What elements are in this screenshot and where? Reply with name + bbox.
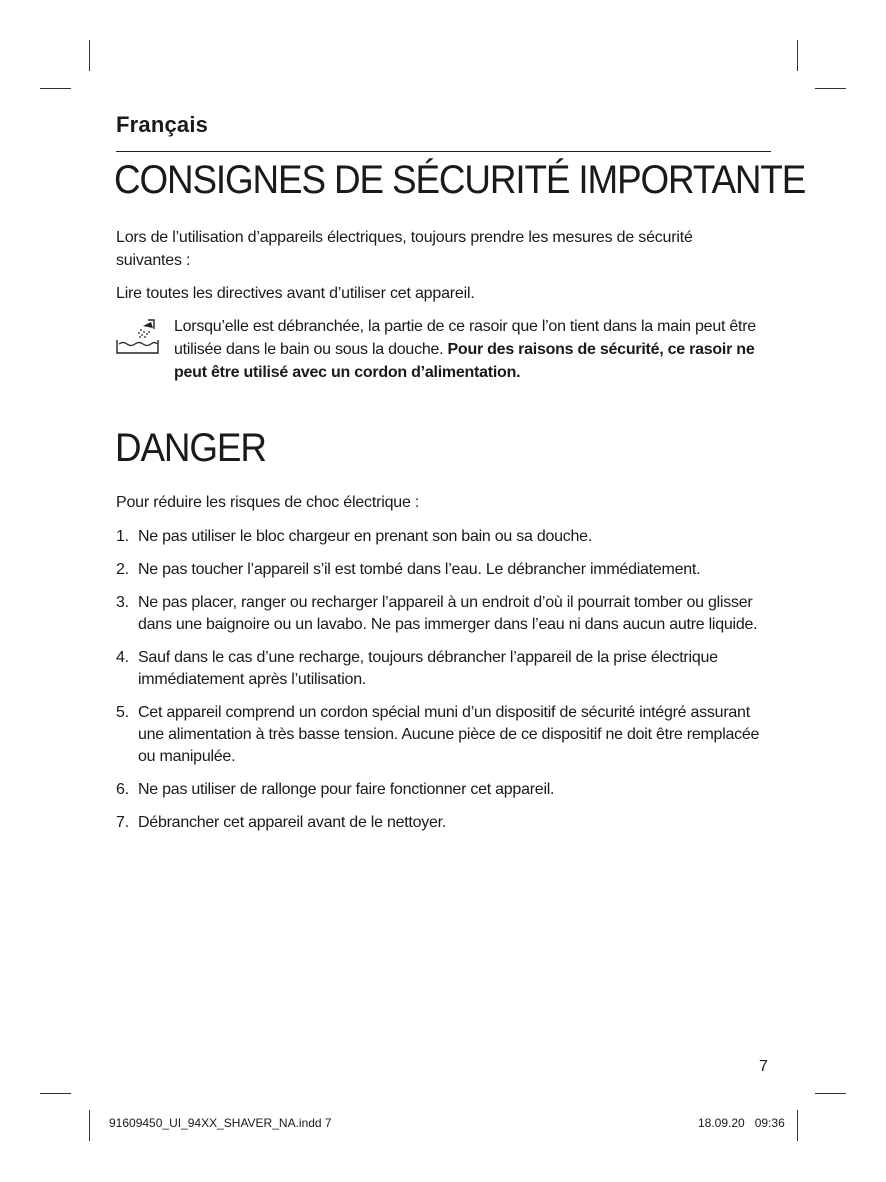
warning-paragraph — [174, 315, 764, 384]
list-item — [116, 779, 766, 801]
shower-bath-icon — [114, 316, 160, 356]
list-number: 1. — [116, 528, 129, 545]
print-timestamp: 18.09.20 09:36 — [698, 1116, 785, 1130]
intro-paragraph: Lors de l’utilisation d’appareils électriques, toujours prendre les mesures de sécurité suivantes : — [116, 229, 693, 269]
list-number: 5. — [116, 704, 129, 721]
list-number: 6. — [116, 781, 129, 798]
list-text: Ne pas toucher l’appareil s’il est tombé dans l’eau. Le débrancher immédiatement. — [138, 561, 701, 578]
list-text: Ne pas utiliser le bloc chargeur en prenant son bain ou sa douche. — [138, 528, 593, 545]
list-number: 7. — [116, 814, 129, 831]
crop-mark — [89, 40, 90, 71]
list-item — [116, 647, 766, 691]
danger-lead: Pour réduire les risques de choc électrique : — [116, 494, 420, 511]
list-item — [116, 559, 766, 581]
crop-mark — [797, 1110, 798, 1141]
danger-list — [116, 526, 766, 845]
warning-bold-text: Pour des raisons de sécurité, ce rasoir ne peut être utilisé avec un cordon d’alimentation. — [174, 341, 755, 381]
list-item — [116, 526, 766, 548]
list-text: Cet appareil comprend un cordon spécial muni d’un dispositif de sécurité intégré assurant une alimentation à très basse tension. Aucune pièce de ce dispositif ne doit être remplacée ou manipulée. — [138, 704, 760, 765]
crop-mark — [40, 1093, 71, 1094]
list-number: 4. — [116, 649, 129, 666]
list-item — [116, 592, 766, 636]
language-heading: Français — [116, 112, 209, 137]
list-text: Ne pas utiliser de rallonge pour faire fonctionner cet appareil. — [138, 781, 555, 798]
danger-heading: DANGER — [115, 426, 266, 470]
list-item — [116, 812, 766, 834]
list-item — [116, 702, 766, 768]
file-info: 91609450_UI_94XX_SHAVER_NA.indd 7 — [109, 1116, 332, 1130]
page-title: CONSIGNES DE SÉCURITÉ IMPORTANTE — [114, 158, 806, 202]
crop-mark — [797, 40, 798, 71]
heading-rule — [116, 151, 771, 152]
read-instructions-paragraph: Lire toutes les directives avant d’utiliser cet appareil. — [116, 285, 475, 302]
list-number: 2. — [116, 561, 129, 578]
list-number: 3. — [116, 594, 129, 611]
crop-mark — [89, 1110, 90, 1141]
crop-mark — [40, 88, 71, 89]
list-text: Débrancher cet appareil avant de le nettoyer. — [138, 814, 447, 831]
crop-mark — [815, 1093, 846, 1094]
page-number: 7 — [759, 1058, 768, 1075]
crop-mark — [815, 88, 846, 89]
list-text: Sauf dans le cas d’une recharge, toujours débrancher l’appareil de la prise électrique immédiatement après l’utilisation. — [138, 649, 718, 688]
warning-text: Lorsqu’elle est débranchée, la partie de ce rasoir que l’on tient dans la main peut être utilisée dans le bain ou sous la douche. — [174, 318, 756, 358]
list-text: Ne pas placer, ranger ou recharger l’appareil à un endroit d’où il pourrait tomber ou glisser dans une baignoire ou un lavabo. Ne pas immerger dans l’eau ni dans aucun autre liquide. — [138, 594, 758, 633]
